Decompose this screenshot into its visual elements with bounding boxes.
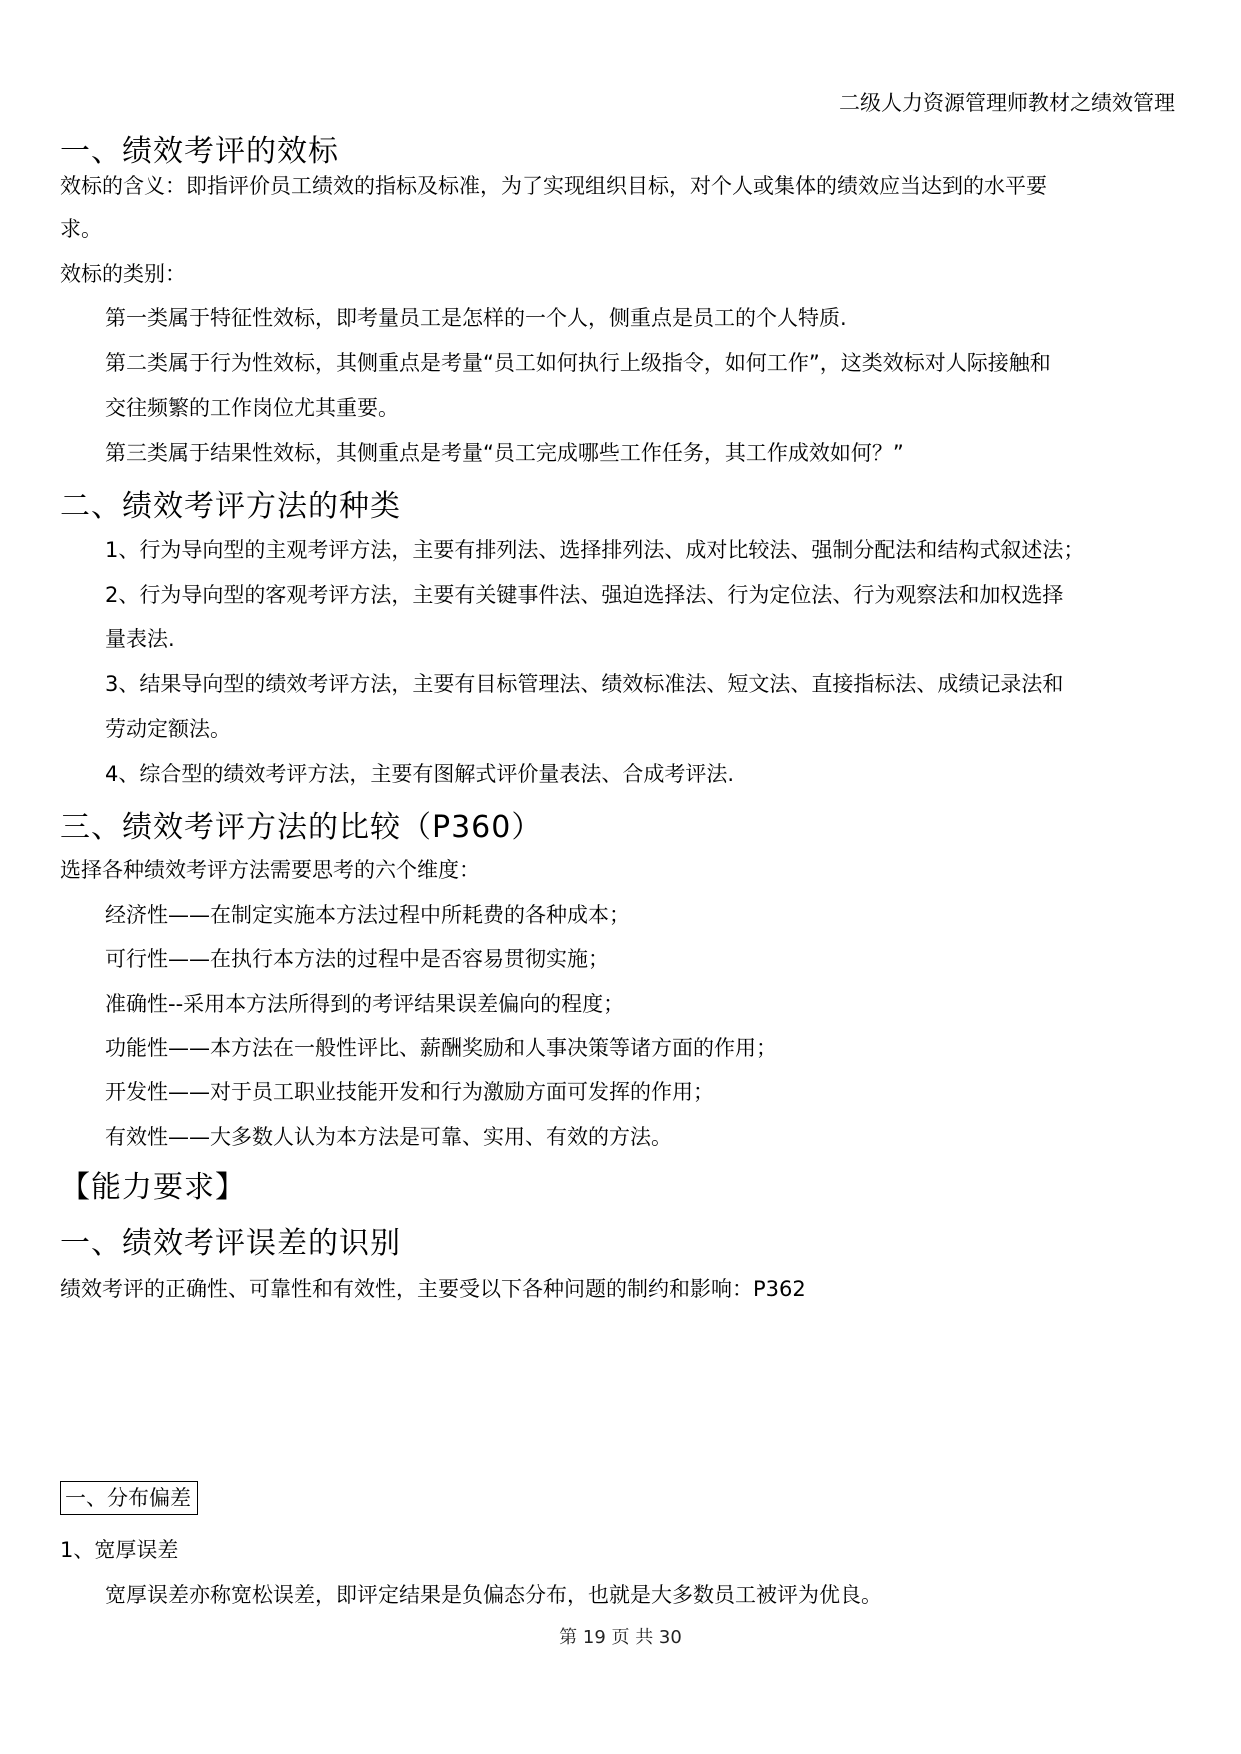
list-item: 1、行为导向型的主观考评方法，主要有排列法、选择排列法、成对比较法、强制分配法和结构式叙述法； [105,538,1085,562]
paragraph-line: 效标的含义：即指评价员工绩效的指标及标准，为了实现组织目标，对个人或集体的绩效应当达到的水平要 [60,174,1047,198]
paragraph-line: 选择各种绩效考评方法需要思考的六个维度： [60,858,480,882]
list-item: 准确性--采用本方法所得到的考评结果误差偏向的程度； [105,992,625,1016]
running-header: 二级人力资源管理师教材之绩效管理 [839,91,1175,115]
paragraph-line: 绩效考评的正确性、可靠性和有效性，主要受以下各种问题的制约和影响：P362 [60,1277,806,1301]
section-heading: 一、绩效考评误差的识别 [60,1226,401,1261]
paragraph-line: 第二类属于行为性效标，其侧重点是考量“员工如何执行上级指令，如何工作”，这类效标对人际接触和 [105,351,1051,375]
list-item: 3、结果导向型的绩效考评方法，主要有目标管理法、绩效标准法、短文法、直接指标法、成绩记录法和 [105,672,1064,696]
subheading: 1、宽厚误差 [60,1538,179,1562]
section-heading: 【能力要求】 [60,1170,246,1205]
paragraph-line: 第一类属于特征性效标，即考量员工是怎样的一个人，侧重点是员工的个人特质. [105,306,847,330]
boxed-heading: 一、分布偏差 [60,1481,198,1515]
list-item: 开发性——对于员工职业技能开发和行为激励方面可发挥的作用； [105,1080,714,1104]
paragraph-line: 宽厚误差亦称宽松误差，即评定结果是负偏态分布，也就是大多数员工被评为优良。 [105,1583,882,1607]
list-item: 可行性——在执行本方法的过程中是否容易贯彻实施； [105,947,609,971]
paragraph-line: 第三类属于结果性效标，其侧重点是考量“员工完成哪些工作任务，其工作成效如何？” [105,441,904,465]
section-heading: 一、绩效考评的效标 [60,134,339,169]
paragraph-line: 效标的类别： [60,262,186,286]
list-item: 经济性——在制定实施本方法过程中所耗费的各种成本； [105,903,630,927]
list-item: 量表法. [105,627,175,651]
list-item: 功能性——本方法在一般性评比、薪酬奖励和人事决策等诸方面的作用； [105,1036,777,1060]
section-heading: 二、绩效考评方法的种类 [60,489,401,524]
paragraph-line: 求。 [60,217,102,241]
page-number: 第 19 页 共 30 [559,1627,682,1648]
paragraph-line: 交往频繁的工作岗位尤其重要。 [105,396,399,420]
list-item: 2、行为导向型的客观考评方法，主要有关键事件法、强迫选择法、行为定位法、行为观察法和加权选择 [105,583,1064,607]
list-item: 有效性——大多数人认为本方法是可靠、实用、有效的方法。 [105,1125,672,1149]
section-heading: 三、绩效考评方法的比较（P360） [60,810,543,845]
list-item: 劳动定额法。 [105,717,231,741]
list-item: 4、综合型的绩效考评方法，主要有图解式评价量表法、合成考评法. [105,762,735,786]
page-footer [0,1627,1241,1648]
